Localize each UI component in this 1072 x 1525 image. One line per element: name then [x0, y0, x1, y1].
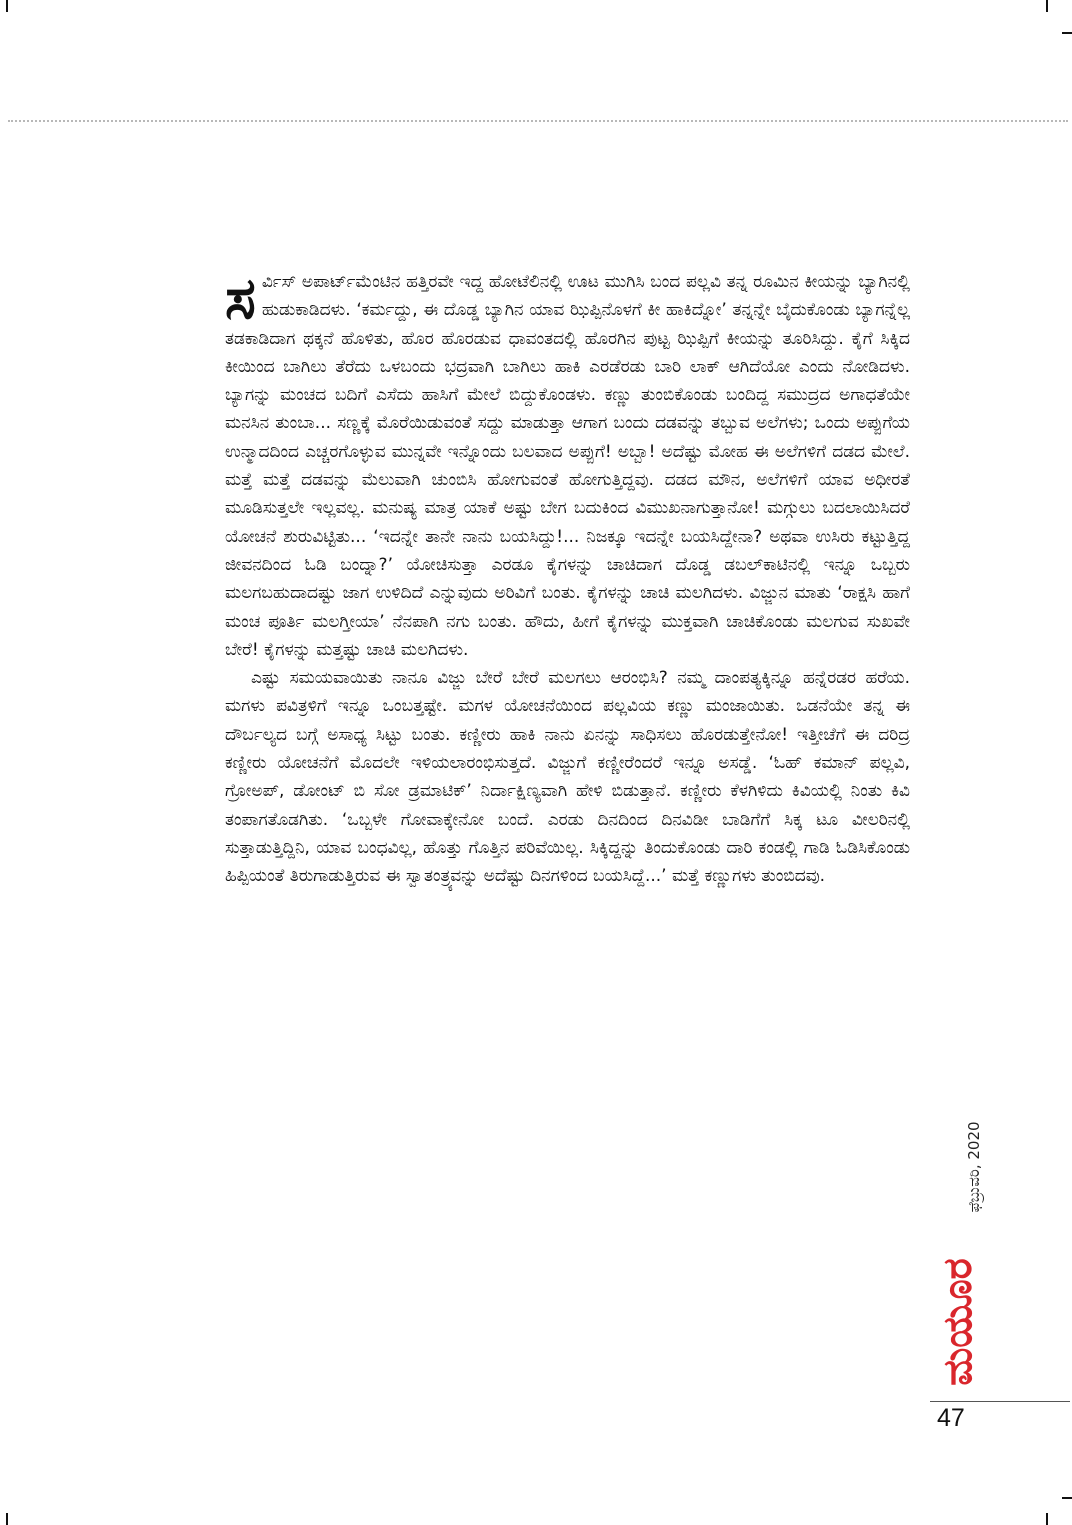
crop-mark-bottom-right — [1046, 1513, 1048, 1525]
header-dotted-rule — [8, 120, 1068, 122]
article-paragraph-2 — [225, 664, 910, 890]
paragraph-2-text: ಎಷ್ಟು ಸಮಯವಾಯಿತು ನಾನೂ ವಿಜ್ಜು ಬೇರೆ ಬೇರೆ ಮಲಗಲು ಆರಂಭಿಸಿ? ನಮ್ಮ ದಾಂಪತ್ಯಕ್ಕಿನ್ನೂ ಹನ್ನೆರಡರ ಹರೆಯ. ಮಗಳು ಪವಿತ್ರಳಿಗೆ ಇನ್ನೂ ಒಂಬತ್ತಷ್ಟೇ. ಮಗಳ ಯೋಚನೆಯಿಂದ ಪಲ್ಲವಿಯ ಕಣ್ಣು ಮಂಜಾಯಿತು. ಒಡನೆಯೇ ತನ್ನ ಈ ದೌರ್ಬಲ್ಯದ ಬಗ್ಗೆ ಅಸಾಧ್ಯ ಸಿಟ್ಟು ಬಂತು. ಕಣ್ಣೀರು ಹಾಕಿ ನಾನು ಏನನ್ನು ಸಾಧಿಸಲು ಹೊರಡುತ್ತೇನೋ! ಇತ್ತೀಚೆಗೆ ಈ ದರಿದ್ರ ಕಣ್ಣೀರು ಯೋಚನೆಗೆ ಮೊದಲೇ ಇಳಿಯಲಾರಂಭಿಸುತ್ತದೆ. ವಿಜ್ಜುಗೆ ಕಣ್ಣೀರೆಂದರೆ ಇನ್ನೂ ಅಸಡ್ಡೆ. ‘ಓಹ್ ಕಮಾನ್ ಪಲ್ಲವಿ, ಗ್ರೋಅಪ್, ಡೋಂಟ್ ಬಿ ಸೋ ಡ್ರಮಾಟಿಕ್’ ನಿರ್ದಾಕ್ಷಿಣ್ಯವಾಗಿ ಹೇಳಿ ಬಿಡುತ್ತಾನೆ. ಕಣ್ಣೀರು ಕೆಳಗಿಳಿದು ಕಿವಿಯಲ್ಲಿ ನಿಂತು ಕಿವಿ ತಂಪಾಗತೊಡಗಿತು. ‘ಒಬ್ಬಳೇ ಗೋವಾಕ್ಕೇನೋ ಬಂದೆ. ಎರಡು ದಿನದಿಂದ ದಿನವಿಡೀ ಬಾಡಿಗೆಗೆ ಸಿಕ್ಕ ಟೂ ವೀಲರಿನಲ್ಲಿ ಸುತ್ತಾಡುತ್ತಿದ್ದಿನಿ, ಯಾವ ಬಂಧವಿಲ್ಲ, ಹೊತ್ತು ಗೊತ್ತಿನ ಪರಿವೆಯಿಲ್ಲ. ಸಿಕ್ಕಿದ್ದನ್ನು ತಿಂದುಕೊಂಡು ದಾರಿ ಕಂಡಲ್ಲಿ ಗಾಡಿ ಓಡಿಸಿಕೊಂಡು ಹಿಪ್ಪಿಯಂತೆ ತಿರುಗಾಡುತ್ತಿರುವ ಈ ಸ್ವಾತಂತ್ರ್ಯವನ್ನು ಅದೆಷ್ಟು ದಿನಗಳಿಂದ ಬಯಸಿದ್ದೆ...’ ಮತ್ತೆ ಕಣ್ಣುಗಳು ತುಂಬಿದವು. — [225, 668, 910, 887]
crop-mark-top-right — [1046, 0, 1048, 12]
magazine-logo-text: ಮಯೂರ — [935, 1258, 981, 1386]
folio-rule — [930, 1401, 1070, 1402]
article-paragraph-1 — [225, 264, 910, 664]
crop-mark-top-left — [6, 0, 8, 12]
paragraph-1-text: ರ್ವಿಸ್ ಅಪಾರ್ಟ್‌ಮೆಂಟಿನ ಹತ್ತಿರವೇ ಇದ್ದ ಹೋಟೆಲಿನಲ್ಲಿ ಊಟ ಮುಗಿಸಿ ಬಂದ ಪಲ್ಲವಿ ತನ್ನ ರೂಮಿನ ಕೀಯನ್ನು ಬ್ಯಾಗಿನಲ್ಲಿ ಹುಡುಕಾಡಿದಳು. ‘ಕರ್ಮದ್ದು, ಈ ದೊಡ್ಡ ಬ್ಯಾಗಿನ ಯಾವ ಝಿಪ್ಪಿನೊಳಗೆ ಕೀ ಹಾಕಿದ್ನೋ’ ತನ್ನನ್ನೇ ಬೈದುಕೊಂಡು ಬ್ಯಾಗನ್ನೆಲ್ಲ ತಡಕಾಡಿದಾಗ ಥಕ್ಕನೆ ಹೊಳಿತು, ಹೊರ ಹೊರಡುವ ಧಾವಂತದಲ್ಲಿ ಹೊರಗಿನ ಪುಟ್ಟ ಝಿಪ್ಪಿಗೆ ಕೀಯನ್ನು ತೂರಿಸಿದ್ದು. ಕೈಗೆ ಸಿಕ್ಕಿದ ಕೀಯಿಂದ ಬಾಗಿಲು ತೆರೆದು ಒಳಬಂದು ಭದ್ರವಾಗಿ ಬಾಗಿಲು ಹಾಕಿ ಎರಡೆರಡು ಬಾರಿ ಲಾಕ್ ಆಗಿದೆಯೋ ಎಂದು ನೋಡಿದಳು. ಬ್ಯಾಗನ್ನು ಮಂಚದ ಬದಿಗೆ ಎಸೆದು ಹಾಸಿಗೆ ಮೇಲೆ ಬಿದ್ದುಕೊಂಡಳು. ಕಣ್ಣು ತುಂಬಿಕೊಂಡು ಬಂದಿದ್ದ ಸಮುದ್ರದ ಅಗಾಧತೆಯೇ ಮನಸಿನ ತುಂಬಾ... ಸಣ್ಣಕ್ಕೆ ಮೊರೆಯಿಡುವಂತೆ ಸದ್ದು ಮಾಡುತ್ತಾ ಆಗಾಗ ಬಂದು ದಡವನ್ನು ತಬ್ಬುವ ಅಲೆಗಳು; ಒಂದು ಅಪ್ಪುಗೆಯ ಉನ್ಮಾದದಿಂದ ಎಚ್ಚರಗೊಳ್ಳುವ ಮುನ್ನವೇ ಇನ್ನೊಂದು ಬಲವಾದ ಅಪ್ಪುಗೆ! ಅಬ್ಬಾ! ಅದೆಷ್ಟು ಮೋಹ ಈ ಅಲೆಗಳಿಗೆ ದಡದ ಮೇಲೆ. ಮತ್ತೆ ಮತ್ತೆ ದಡವನ್ನು ಮೆಲುವಾಗಿ ಚುಂಬಿಸಿ ಹೋಗುವಂತೆ ಹೋಗುತ್ತಿದ್ದವು. ದಡದ ಮೌನ, ಅಲೆಗಳಿಗೆ ಯಾವ ಅಧೀರತೆ ಮೂಡಿಸುತ್ತಲೇ ಇಲ್ಲವಲ್ಲ. ಮನುಷ್ಯ ಮಾತ್ರ ಯಾಕೆ ಅಷ್ಟು ಬೇಗ ಬದುಕಿಂದ ವಿಮುಖನಾಗುತ್ತಾನೋ! ಮಗ್ಗುಲು ಬದಲಾಯಿಸಿದರೆ ಯೋಚನೆ ಶುರುವಿಟ್ಟಿತು... ‘ಇದನ್ನೇ ತಾನೇ ನಾನು ಬಯಸಿದ್ದು!... ನಿಜಕ್ಕೂ ಇದನ್ನೇ ಬಯಸಿದ್ದೇನಾ? ಅಥವಾ ಉಸಿರು ಕಟ್ಟುತ್ತಿದ್ದ ಜೀವನದಿಂದ ಓಡಿ ಬಂದ್ನಾ?’ ಯೋಚಿಸುತ್ತಾ ಎರಡೂ ಕೈಗಳನ್ನು ಚಾಚಿದಾಗ ದೊಡ್ಡ ಡಬಲ್‌ಕಾಟಿನಲ್ಲಿ ಇನ್ನೂ ಒಬ್ಬರು ಮಲಗಬಹುದಾದಷ್ಟು ಜಾಗ ಉಳಿದಿದೆ ಎನ್ನುವುದು ಅರಿವಿಗೆ ಬಂತು. ಕೈಗಳನ್ನು ಚಾಚಿ ಮಲಗಿದಳು. ವಿಜ್ಜುನ ಮಾತು ‘ರಾಕ್ಷಸಿ ಹಾಗೆ ಮಂಚ ಪೂರ್ತಿ ಮಲಗ್ತೀಯಾ’ ನೆನಪಾಗಿ ನಗು ಬಂತು. ಹೌದು, ಹೀಗೆ ಕೈಗಳನ್ನು ಮುಕ್ತವಾಗಿ ಚಾಚಿಕೊಂಡು ಮಲಗುವ ಸುಖವೇ ಬೇರೆ! ಕೈಗಳನ್ನು ಮತ್ತಷ್ಟು ಚಾಚಿ ಮಲಗಿದಳು. — [225, 272, 910, 660]
crop-mark-right-upper — [1062, 32, 1072, 34]
magazine-logo — [918, 1252, 998, 1392]
crop-mark-bottom-left — [6, 1513, 8, 1525]
drop-cap: ಸ — [225, 264, 256, 332]
crop-mark-right-lower — [1062, 1497, 1072, 1499]
issue-date-text: ಫೆಬ್ರುವರಿ, 2020 — [965, 1121, 983, 1213]
page-number: 47 — [937, 1404, 965, 1432]
article-body — [225, 264, 910, 891]
issue-date — [954, 1097, 994, 1237]
